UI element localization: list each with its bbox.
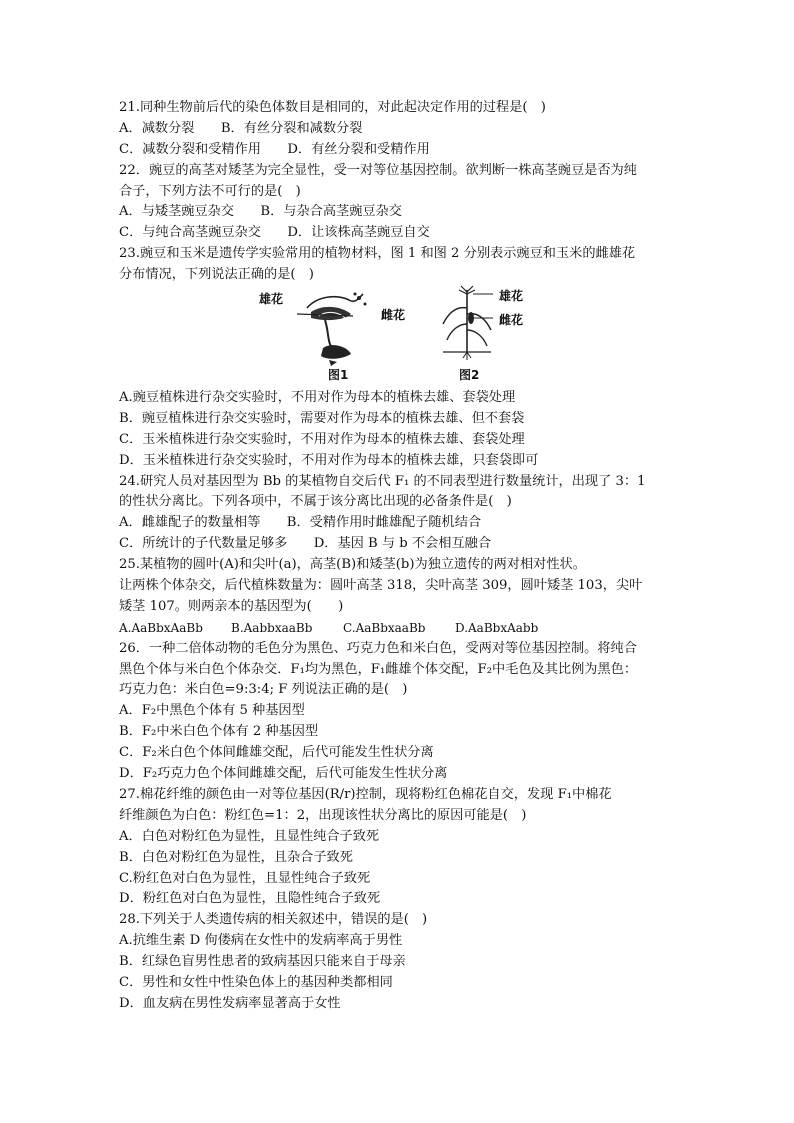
q22-options-ab: A．与矮茎豌豆杂交 B．与杂合高茎豌豆杂交 xyxy=(119,204,402,220)
q28-option-b: B．红绿色盲男性患者的致病基因只能来自于母亲 xyxy=(119,954,406,970)
q22-stem-line2: 合子，下列方法不可行的是( ) xyxy=(119,183,301,199)
q25-option-a: A.AaBbxAaBb xyxy=(119,620,203,635)
fig1-female-label: 雌花 xyxy=(381,308,406,323)
q26-option-b: B．F₂中米白色个体有 2 种基因型 xyxy=(119,724,319,740)
fig2-caption: 图2 xyxy=(459,368,480,383)
q25-options xyxy=(119,618,679,639)
q25-option-d: D.AaBbxAabb xyxy=(455,620,539,635)
fig1-male-label: 雄花 xyxy=(259,292,284,307)
q28-option-c: C．男性和女性中性染色体上的基因种类都相同 xyxy=(119,974,393,990)
q26-stem-line2: 黑色个体与米白色个体杂交．F₁均为黑色，F₁雌雄个体交配，F₂中毛色及其比例为黑色： xyxy=(119,661,638,677)
q23-option-c: C．玉米植株进行杂交实验时，不用对作为母本的植株去雄、套袋处理 xyxy=(119,431,525,447)
q27-stem-line2: 纤维颜色为白色：粉红色=1：2，出现该性状分离比的原因可能是( ) xyxy=(119,807,527,823)
fig2-male-label: 雄花 xyxy=(499,289,524,304)
q21-options-cd: C．减数分裂和受精作用 D．有丝分裂和受精作用 xyxy=(119,141,430,157)
q24-options-ab: A．雌雄配子的数量相等 B．受精作用时雌雄配子随机结合 xyxy=(119,515,482,531)
pea-flower-illustration xyxy=(267,290,387,370)
q23-option-d: D．玉米植株进行杂交实验时，不用对作为母本的植株去雄，只套袋即可 xyxy=(119,452,539,468)
q21-options-ab: A．减数分裂 B．有丝分裂和减数分裂 xyxy=(119,120,363,136)
q28-stem: 28.下列关于人类遗传病的相关叙述中，错误的是( ) xyxy=(119,912,428,928)
q25-stem-line3: 矮茎 107。则两亲本的基因型为( ) xyxy=(119,598,344,614)
q28-option-a: A.抗维生素 D 佝偻病在女性中的发病率高于男性 xyxy=(119,933,403,949)
q27-option-a: A．白色对粉红色为显性，且显性纯合子致死 xyxy=(119,828,380,844)
q26-stem-line1: 26．一种二倍体动物的毛色分为黑色、巧克力色和米白色，受两对等位基因控制。将纯合 xyxy=(119,640,637,656)
q23-figure xyxy=(119,290,679,386)
fig1-caption: 图1 xyxy=(328,368,349,383)
q25-stem-line2: 让两株个体杂交，后代植株数量为：圆叶高茎 318，尖叶高茎 309，圆叶矮茎 103，尖叶 xyxy=(119,578,643,594)
q22-stem-line1: 22．豌豆的高茎对矮茎为完全显性，受一对等位基因控制。欲判断一株高茎豌豆是否为纯 xyxy=(119,162,637,178)
q23-option-b: B．豌豆植株进行杂交实验时，需要对作为母本的植株去雄、但不套袋 xyxy=(119,410,525,426)
q26-option-a: A．F₂中黑色个体有 5 种基因型 xyxy=(119,703,305,719)
q26-stem-line3: 巧克力色：米白色=9:3:4; F 列说法正确的是( ) xyxy=(119,682,408,698)
q23-option-a: A.豌豆植株进行杂交实验时，不用对作为母本的植株去雄、套袋处理 xyxy=(119,390,516,406)
q25-option-b: B.AabbxaaBb xyxy=(231,620,313,635)
q27-stem-line1: 27.棉花纤维的颜色由一对等位基因(R/r)控制，现将粉红色棉花自交，发现 F₁中棉花 xyxy=(119,786,612,802)
q22-options-cd: C．与纯合高茎豌豆杂交 D．让该株高茎豌豆自交 xyxy=(119,225,430,241)
q21-stem: 21.同种生物前后代的染色体数目是相同的，对此起决定作用的过程是( ) xyxy=(119,100,546,115)
q24-stem-line1: 24.研究人员对基因型为 Bb 的某植物自交后代 F₁ 的不同表型进行数量统计，出现了 3：1 xyxy=(119,473,646,489)
fig2-female-label: 雌花 xyxy=(499,313,524,328)
q25-option-c: C.AaBbxaaBb xyxy=(343,620,426,635)
q24-stem-line2: 的性状分离比。下列各项中，不属于该分离比出现的必备条件是( ) xyxy=(119,494,512,510)
q25-stem-line1: 25.某植物的圆叶(A)和尖叶(a)，高茎(B)和矮茎(b)为独立遗传的两对相对性状。 xyxy=(119,557,586,573)
q23-stem-line2: 分布情况，下列说法正确的是( ) xyxy=(119,267,314,283)
q26-option-c: C．F₂米白色个体间雌雄交配，后代可能发生性状分离 xyxy=(119,745,434,761)
q26-option-d: D．F₂巧克力色个体间雌雄交配，后代可能发生性状分离 xyxy=(119,766,448,782)
corn-plant-illustration xyxy=(437,284,497,366)
q23-stem-line1: 23.豌豆和玉米是遗传学实验常用的植物材料，图 1 和图 2 分别表示豌豆和玉米的雌雄花 xyxy=(119,246,636,262)
q28-option-d: D．血友病在男性发病率显著高于女性 xyxy=(119,995,341,1011)
q27-option-b: B．白色对粉红色为显性，且杂合子致死 xyxy=(119,849,353,865)
q27-option-d: D．粉红色对白色为显性，且隐性纯合子致死 xyxy=(119,891,381,907)
q27-option-c: C.粉红色对白色为显性，且显性纯合子致死 xyxy=(119,870,371,886)
q24-options-cd: C．所统计的子代数量足够多 D．基因 B 与 b 不会相互融合 xyxy=(119,536,492,552)
exam-page xyxy=(119,98,679,1015)
